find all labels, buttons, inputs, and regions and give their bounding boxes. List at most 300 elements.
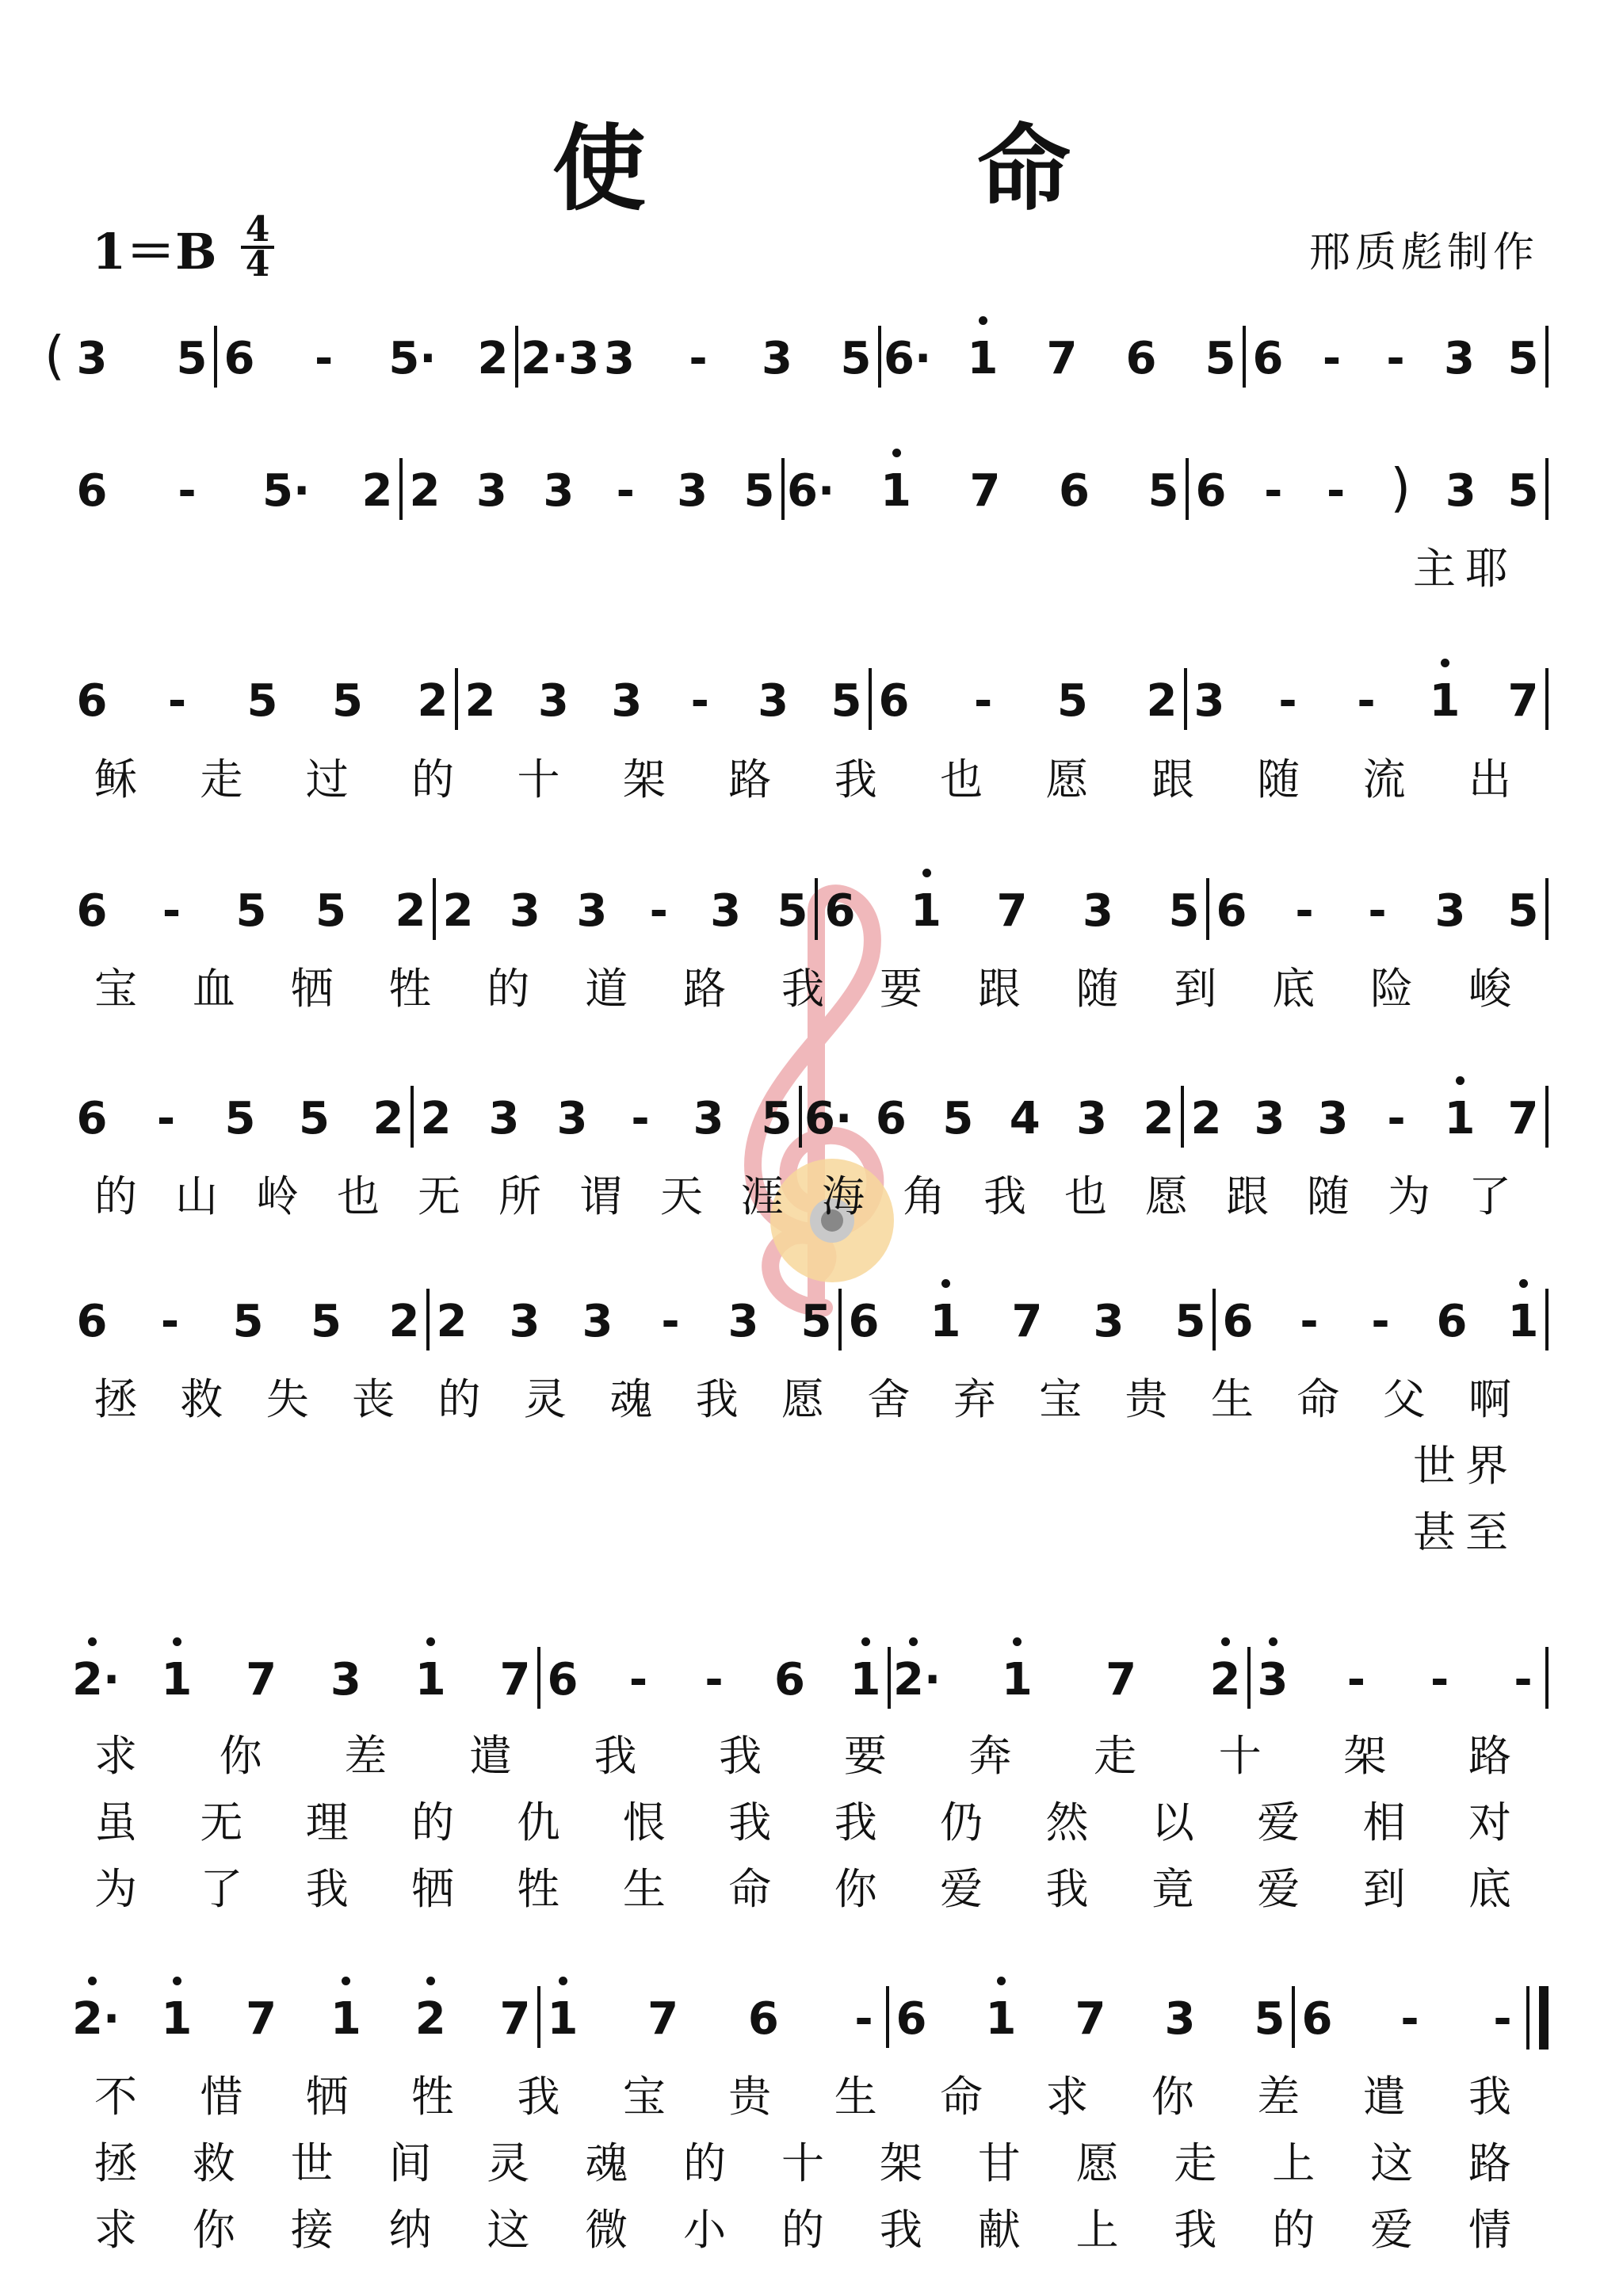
lyric-char: 岭 — [256, 1171, 299, 1221]
lyric-char: 路 — [1468, 2138, 1511, 2188]
note: 6 — [1195, 465, 1227, 517]
note: 7 — [499, 1654, 531, 1706]
note: 1 — [161, 1654, 193, 1706]
lyric-char: 我 — [879, 2205, 922, 2255]
note: 5 — [1507, 333, 1539, 384]
note: 5· — [262, 465, 311, 517]
lyric-char: 的 — [1272, 2205, 1316, 2255]
note: 3 — [604, 333, 635, 384]
high-octave-dot — [861, 1637, 870, 1646]
high-octave-dot — [426, 1977, 435, 1985]
note: 2 — [464, 675, 496, 727]
note: 6 — [824, 885, 856, 937]
note: 2·3 — [521, 333, 600, 384]
lyric-char: 十 — [1218, 1731, 1262, 1781]
note: 6 — [76, 1296, 108, 1347]
bar-line — [1545, 668, 1549, 730]
note: 6 — [774, 1654, 805, 1706]
lyric-char: 这 — [487, 2205, 530, 2255]
dash: - — [649, 885, 668, 937]
lyric-char: 涯 — [741, 1171, 784, 1221]
lyric-char: 架 — [622, 755, 666, 804]
lyric-char: 稣 — [94, 755, 137, 804]
high-octave-dot — [173, 1977, 181, 1985]
lyric-char: 我 — [1045, 1864, 1089, 1914]
bar-line — [515, 326, 518, 388]
high-octave-dot — [342, 1977, 350, 1985]
note: 3 — [1434, 885, 1466, 937]
note: 2 — [388, 1296, 420, 1347]
high-octave-dot — [979, 316, 987, 325]
lyric-char: 求 — [94, 2205, 137, 2255]
lyric-char: 上 — [1075, 2205, 1119, 2255]
lyric-char: 我 — [728, 1797, 772, 1847]
lyric-char: 十 — [517, 755, 560, 804]
bar-line — [399, 458, 403, 520]
note: 7 — [499, 1993, 531, 2045]
note: 6· — [884, 333, 932, 384]
note: 1 — [1001, 1654, 1033, 1706]
lyric-char: 的 — [411, 1797, 455, 1847]
dash: - — [690, 675, 709, 727]
note: 6 — [223, 333, 255, 384]
lyric-char: 啊 — [1468, 1374, 1511, 1424]
lyric-char: 我 — [781, 964, 824, 1014]
bar-line — [1292, 1986, 1295, 2048]
lyric-char: 架 — [879, 2138, 922, 2188]
lyric-char: 拯 — [94, 2138, 137, 2188]
note: 1 — [1429, 675, 1461, 727]
note: 6 — [1301, 1993, 1333, 2045]
note: 6 — [76, 465, 108, 517]
dash: - — [974, 675, 993, 727]
note: 6 — [76, 675, 108, 727]
note: 2 — [436, 1296, 468, 1347]
lyric-char: 我 — [695, 1374, 739, 1424]
note: 5 — [800, 1296, 832, 1347]
lyric-char: 的 — [437, 1374, 481, 1424]
lyric-char: 走 — [1094, 1731, 1137, 1781]
bar-line — [1545, 878, 1549, 940]
note: 5 — [1174, 1296, 1206, 1347]
note: 3 — [1193, 675, 1225, 727]
dash: - — [616, 465, 635, 517]
note: 3 — [537, 675, 569, 727]
lyric-char: 为 — [94, 1864, 137, 1914]
lyric-char: 牲 — [388, 964, 432, 1014]
note: 3 — [1445, 465, 1476, 517]
bar-line — [1526, 1986, 1529, 2050]
note: 6 — [76, 1093, 108, 1144]
lyric-char: 爱 — [940, 1864, 983, 1914]
note: 6· — [804, 1093, 853, 1144]
bar-line — [799, 1086, 802, 1148]
lyric-char: 要 — [843, 1731, 887, 1781]
note: 1 — [547, 1993, 579, 2045]
bar-line — [878, 326, 881, 388]
note: 3 — [488, 1093, 520, 1144]
lyric-char: 的 — [781, 2205, 824, 2255]
note: 1 — [414, 1654, 446, 1706]
lyric-char: 牺 — [411, 1864, 455, 1914]
dash: - — [1368, 885, 1387, 937]
lyric-char: 我 — [834, 1797, 877, 1847]
dash: - — [705, 1654, 724, 1706]
time-signature-top: 4 — [245, 209, 270, 250]
note: 7 — [996, 885, 1028, 937]
lyric-char: 要 — [879, 964, 922, 1014]
note: 3 — [693, 1093, 724, 1144]
note: 3 — [475, 465, 507, 517]
lyric-char: 失 — [265, 1374, 309, 1424]
dash: - — [1387, 1093, 1406, 1144]
lyric-char: 父 — [1382, 1374, 1426, 1424]
lyric-char: 贵 — [1125, 1374, 1168, 1424]
dash: - — [315, 333, 334, 384]
lyric-char: 的 — [94, 1171, 137, 1221]
high-octave-dot — [922, 869, 931, 877]
note: 6 — [76, 885, 108, 937]
lyric-char: 差 — [1257, 2072, 1300, 2122]
bar-line — [781, 458, 785, 520]
lyric-char: 随 — [1307, 1171, 1350, 1221]
lyric-char: 献 — [977, 2205, 1021, 2255]
lyric-char: 灵 — [487, 2138, 530, 2188]
lyric-char: 纳 — [388, 2205, 432, 2255]
lyric-char: 生 — [834, 2072, 877, 2122]
lyric-char: 我 — [1468, 2072, 1511, 2122]
lyric-char: 你 — [219, 1731, 262, 1781]
lyric-char: 爱 — [1257, 1797, 1300, 1847]
lyric-char: 也 — [337, 1171, 380, 1221]
lyric-char: 天 — [660, 1171, 703, 1221]
note: 2 — [477, 333, 509, 384]
note: 5 — [1056, 675, 1088, 727]
note: 6 — [875, 1093, 907, 1144]
lyric-char: 你 — [192, 2205, 235, 2255]
lyric-char: 奔 — [968, 1731, 1012, 1781]
lyric-char: 我 — [594, 1731, 637, 1781]
lyric-char: 上 — [1272, 2138, 1316, 2188]
lyric-char: 道 — [585, 964, 628, 1014]
note: 2 — [1209, 1654, 1241, 1706]
bar-line — [1545, 326, 1549, 388]
time-signature — [239, 209, 276, 285]
lyric-char: 命 — [728, 1864, 772, 1914]
bar-line — [455, 668, 458, 730]
dash: - — [1357, 675, 1376, 727]
bar-line — [1186, 458, 1189, 520]
dash: - — [854, 1993, 873, 2045]
lyric-char: 惜 — [200, 2072, 243, 2122]
lyric-char: 情 — [1468, 2205, 1511, 2255]
lyric-char: 耶 — [1465, 544, 1508, 594]
lyric-char: 了 — [200, 1864, 243, 1914]
note: 5 — [1507, 885, 1539, 937]
bar-line — [1212, 1289, 1216, 1350]
lyric-char: 路 — [1468, 1731, 1511, 1781]
lyric-char: 至 — [1465, 1507, 1508, 1557]
high-octave-dot — [909, 1637, 918, 1646]
lyric-char: 间 — [388, 2138, 432, 2188]
note: 6 — [547, 1654, 579, 1706]
lyric-char: 我 — [517, 2072, 560, 2122]
dash: - — [628, 1654, 648, 1706]
lyric-char: 路 — [683, 964, 727, 1014]
note: 5 — [1168, 885, 1200, 937]
dash: - — [1346, 1654, 1365, 1706]
high-octave-dot — [88, 1637, 97, 1646]
lyric-char: 竟 — [1151, 1864, 1194, 1914]
high-octave-dot — [1519, 1279, 1528, 1288]
note: 7 — [246, 1993, 277, 2045]
high-octave-dot — [88, 1977, 97, 1985]
lyric-char: 跟 — [1151, 755, 1194, 804]
note: 5 — [761, 1093, 792, 1144]
lyric-char: 我 — [719, 1731, 762, 1781]
lyric-char: 世 — [1413, 1441, 1456, 1491]
bar-line — [838, 1289, 842, 1350]
bar-line — [537, 1986, 540, 2048]
lyric-char: 舍 — [867, 1374, 911, 1424]
lyric-char: 求 — [1045, 2072, 1089, 2122]
note: 3 — [758, 675, 789, 727]
lyric-char: 生 — [1210, 1374, 1254, 1424]
note: 5 — [942, 1093, 974, 1144]
note: 2 — [420, 1093, 452, 1144]
lyric-char: 灵 — [523, 1374, 567, 1424]
note: 7 — [246, 1654, 277, 1706]
high-octave-dot — [1013, 1637, 1022, 1646]
note: 4 — [1009, 1093, 1041, 1144]
note: 7 — [647, 1993, 679, 2045]
high-octave-dot — [1269, 1637, 1277, 1646]
lyric-char: 愿 — [1075, 2138, 1119, 2188]
lyric-char: 这 — [1370, 2138, 1414, 2188]
bar-line — [1247, 1647, 1251, 1709]
bar-line — [1181, 1086, 1184, 1148]
lyric-char: 路 — [728, 755, 772, 804]
note: 1 — [967, 333, 999, 384]
lyric-char: 贵 — [728, 2072, 772, 2122]
note: 3 — [556, 1093, 588, 1144]
lyric-char: 然 — [1045, 1797, 1089, 1847]
lyric-char: 走 — [200, 755, 243, 804]
lyric-char: 救 — [192, 2138, 235, 2188]
note: 6· — [787, 465, 835, 517]
note: 5 — [777, 885, 808, 937]
lyric-char: 过 — [305, 755, 349, 804]
note: 2 — [395, 885, 426, 937]
note: 3 — [76, 333, 108, 384]
lyric-char: 我 — [305, 1864, 349, 1914]
bar-line — [1545, 458, 1549, 520]
note: 1 — [1444, 1093, 1476, 1144]
dash: - — [661, 1296, 680, 1347]
note: 3 — [710, 885, 742, 937]
lyric-char: 了 — [1468, 1171, 1511, 1221]
note: 3 — [1444, 333, 1475, 384]
time-signature-bottom: 4 — [245, 244, 270, 285]
lyric-char: 无 — [418, 1171, 460, 1221]
lyric-char: 你 — [834, 1864, 877, 1914]
final-bar-line — [1539, 1986, 1549, 2050]
lyric-char: 谓 — [579, 1171, 622, 1221]
bar-line — [1545, 1086, 1549, 1148]
paren: ( — [44, 325, 65, 386]
note: 3 — [762, 333, 792, 384]
note: 2 — [1190, 1093, 1222, 1144]
lyric-char: 魂 — [585, 2138, 628, 2188]
lyric-char: 救 — [180, 1374, 223, 1424]
lyric-char: 的 — [487, 964, 530, 1014]
lyric-char: 角 — [903, 1171, 945, 1221]
note: 5· — [388, 333, 437, 384]
lyric-char: 架 — [1343, 1731, 1387, 1781]
lyric-char: 十 — [781, 2138, 824, 2188]
high-octave-dot — [173, 1637, 181, 1646]
lyric-char: 牲 — [411, 2072, 455, 2122]
note: 7 — [1075, 1993, 1106, 2045]
lyric-char: 主 — [1413, 544, 1456, 594]
note: 5 — [176, 333, 208, 384]
bar-line — [815, 878, 818, 940]
dash: - — [1278, 675, 1297, 727]
note: 5 — [299, 1093, 330, 1144]
note: 6 — [1216, 885, 1247, 937]
lyric-char: 你 — [1151, 2072, 1194, 2122]
note: 6 — [747, 1993, 779, 2045]
bar-line — [1184, 668, 1187, 730]
dash: - — [1514, 1654, 1533, 1706]
note: 2 — [1146, 675, 1178, 727]
note: 2· — [72, 1654, 120, 1706]
bar-line — [1545, 1647, 1549, 1709]
note: 5 — [1254, 1993, 1285, 2045]
note: 6 — [878, 675, 910, 727]
note: 5 — [1507, 465, 1539, 517]
lyric-char: 也 — [1064, 1171, 1107, 1221]
lyric-char: 宝 — [622, 2072, 666, 2122]
note: 3 — [1254, 1093, 1285, 1144]
lyric-char: 流 — [1362, 755, 1406, 804]
note: 3 — [509, 885, 540, 937]
note: 7 — [1106, 1654, 1137, 1706]
lyric-char: 海 — [822, 1171, 865, 1221]
lyric-char: 随 — [1075, 964, 1119, 1014]
note: 7 — [1507, 675, 1539, 727]
lyric-char: 界 — [1465, 1441, 1508, 1491]
lyric-char: 愿 — [781, 1374, 824, 1424]
dash: - — [1493, 1993, 1512, 2045]
lyric-char: 险 — [1370, 964, 1414, 1014]
lyric-char: 我 — [1174, 2205, 1217, 2255]
dash: - — [1264, 465, 1283, 517]
lyric-char: 山 — [175, 1171, 218, 1221]
lyric-char: 生 — [622, 1864, 666, 1914]
bar-line — [1206, 878, 1209, 940]
note: 5 — [235, 885, 267, 937]
lyric-char: 随 — [1257, 755, 1300, 804]
note: 7 — [1011, 1296, 1043, 1347]
dash: - — [1300, 1296, 1319, 1347]
note: 6 — [896, 1993, 927, 2045]
lyric-char: 到 — [1174, 964, 1217, 1014]
note: 2· — [72, 1993, 120, 2045]
high-octave-dot — [997, 1977, 1006, 1985]
lyric-char: 对 — [1468, 1797, 1511, 1847]
lyric-char: 出 — [1468, 755, 1511, 804]
lyric-char: 无 — [200, 1797, 243, 1847]
note: 2 — [372, 1093, 404, 1144]
note: 5 — [232, 1296, 264, 1347]
lyric-char: 恨 — [622, 1797, 666, 1847]
dash: - — [178, 465, 197, 517]
high-octave-dot — [426, 1637, 435, 1646]
lyric-char: 小 — [683, 2205, 727, 2255]
lyric-char: 遣 — [468, 1731, 512, 1781]
lyric-char: 求 — [94, 1731, 137, 1781]
song-title: 使 命 — [552, 113, 1190, 223]
note: 3 — [1093, 1296, 1125, 1347]
high-octave-dot — [559, 1977, 567, 1985]
note: 1 — [330, 1993, 361, 2045]
dash: - — [156, 1093, 176, 1144]
high-octave-dot — [1456, 1076, 1465, 1085]
note: 5 — [224, 1093, 256, 1144]
lyric-char: 愿 — [1045, 755, 1089, 804]
lyric-char: 所 — [498, 1171, 541, 1221]
lyric-char: 宝 — [1039, 1374, 1083, 1424]
note: 7 — [969, 465, 1001, 517]
note: 1 — [880, 465, 911, 517]
lyric-char: 也 — [940, 755, 983, 804]
bar-line — [537, 1647, 540, 1709]
note: 7 — [1046, 333, 1078, 384]
lyric-char: 接 — [290, 2205, 334, 2255]
lyric-char: 底 — [1272, 964, 1316, 1014]
note: 1 — [930, 1296, 961, 1347]
note: 6 — [1222, 1296, 1254, 1347]
lyric-char: 丧 — [352, 1374, 395, 1424]
note: 5 — [840, 333, 872, 384]
note: 6 — [1252, 333, 1284, 384]
dash: - — [1326, 465, 1346, 517]
bar-line — [433, 878, 436, 940]
dash: - — [1400, 1993, 1419, 2045]
lyric-char: 牺 — [290, 964, 334, 1014]
note: 2 — [414, 1993, 446, 2045]
author-credit: 邢质彪制作 — [1308, 229, 1539, 277]
note: 3 — [611, 675, 643, 727]
note: 3 — [1076, 1093, 1108, 1144]
note: 7 — [1507, 1093, 1539, 1144]
lyric-char: 牺 — [305, 2072, 349, 2122]
note: 1 — [850, 1654, 881, 1706]
lyric-char: 仇 — [517, 1797, 560, 1847]
lyric-char: 峻 — [1468, 964, 1511, 1014]
lyric-char: 宝 — [94, 964, 137, 1014]
dash: - — [1295, 885, 1314, 937]
lyric-char: 跟 — [977, 964, 1021, 1014]
note: 6 — [1436, 1296, 1468, 1347]
high-octave-dot — [1441, 659, 1449, 667]
lyric-char: 牲 — [517, 1864, 560, 1914]
bar-line — [411, 1086, 414, 1148]
note: 3 — [1317, 1093, 1349, 1144]
note: 1 — [161, 1993, 193, 2045]
note: 2 — [409, 465, 441, 517]
